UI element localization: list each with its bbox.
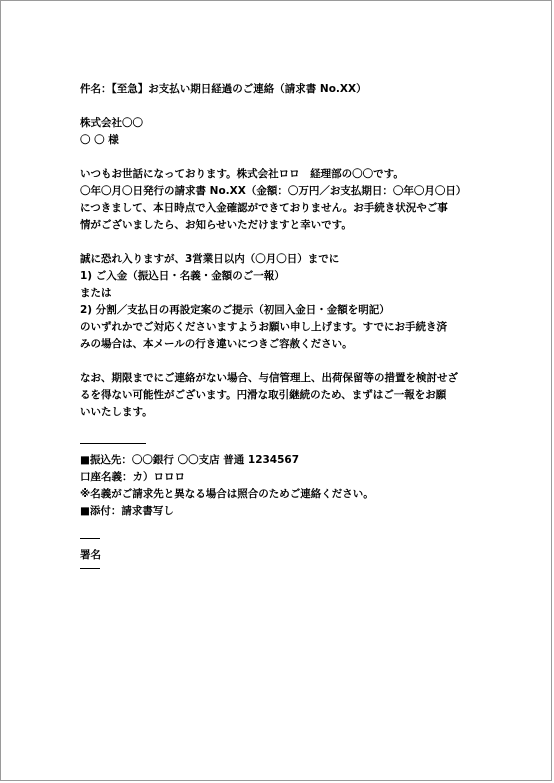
- notice-line: るを得ない可能性がございます。円滑な取引継続のため、まずはご一報をお願: [80, 389, 447, 401]
- spacer: [80, 98, 480, 115]
- email-body: [80, 81, 480, 577]
- request-or: または: [80, 287, 112, 299]
- subject-line: 件名：【至急】お支払い期日経過のご連絡（請求書 No.XX）: [80, 83, 367, 95]
- recipient-company: 株式会社〇〇: [80, 117, 143, 129]
- notice-line: いいたします。: [80, 406, 153, 418]
- request-line: 誠に恐れ入りますが、3営業日以内（〇月〇日）までに: [80, 253, 340, 265]
- signature-label: 署名: [80, 549, 101, 561]
- intro-line: いつもお世話になっております。株式会社ロロ 経理部の〇〇です。: [80, 168, 404, 180]
- name-mismatch-note: ※名義がご請求先と異なる場合は照合のためご連絡ください。: [80, 488, 374, 500]
- spacer: [80, 353, 480, 370]
- attachment-line: ■添付：請求書写し: [80, 505, 174, 517]
- request-option-2: 2) 分割／支払日の再設定案のご提示（初回入金日・金額を明記）: [80, 304, 390, 316]
- intro-line: につきまして、本日時点で入金確認ができておりません。お手続き状況やご事: [80, 202, 448, 214]
- bank-account-line: ■振込先：〇〇銀行 〇〇支店 普通 1234567: [80, 454, 300, 466]
- request-line: のいずれかでご対応くださいますようお願い申し上げます。すでにお手続き済: [80, 321, 447, 333]
- intro-line: 〇年〇月〇日発行の請求書 No.XX（金額：〇万円／お支払期日：〇年〇月〇日）: [80, 185, 467, 197]
- signature-rule-bottom: [80, 568, 100, 569]
- intro-line: 情がございましたら、お知らせいただけますと幸いです。: [80, 219, 352, 231]
- signature-rule-top: [80, 538, 100, 539]
- spacer: [80, 149, 480, 166]
- request-option-1: 1) ご入金（振込日・名義・金額のご一報）: [80, 270, 285, 282]
- account-holder-line: 口座名義：カ）ロロロ: [80, 471, 185, 483]
- spacer: [80, 234, 480, 251]
- notice-line: なお、期限までにご連絡がない場合、与信管理上、出荷保留等の措置を検討せざ: [80, 372, 458, 384]
- separator-line: [80, 443, 146, 444]
- recipient-name: 〇 〇 様: [80, 134, 119, 146]
- request-line: みの場合は、本メールの行き違いにつきご容赦ください。: [80, 338, 353, 350]
